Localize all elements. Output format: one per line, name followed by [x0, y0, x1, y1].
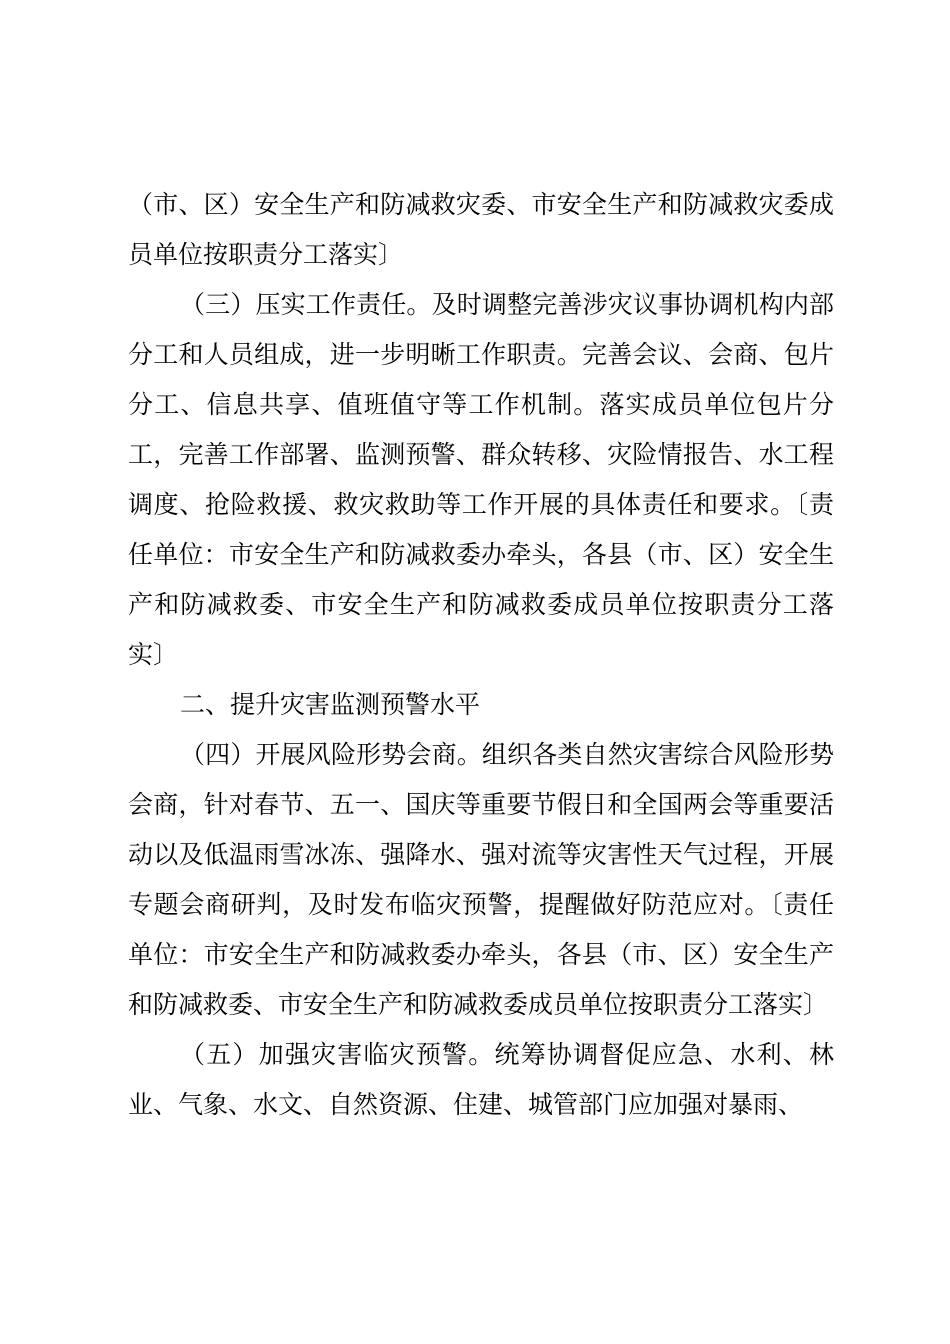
paragraph-section-4: （四）开展风险形势会商。组织各类自然灾害综合风险形势会商，针对春节、五一、国庆等重要节假日和全国两会等重要活动以及低温雨雪冰冻、强降水、强对流等灾害性天气过程，开展专题会商研判，及时发布临灾预警，提醒做好防范应对。〔责任单位：市安全生产和防减救委办牵头，各县（市、区）安全生产和防减救委、市安全生产和防减救委成员单位按职责分工落实〕 [128, 740, 834, 1019]
paragraph-section-5: （五）加强灾害临灾预警。统筹协调督促应急、水利、林业、气象、水文、自然资源、住建、城管部门应加强对暴雨、 [128, 1040, 834, 1119]
section-heading-2: 二、提升灾害监测预警水平 [180, 690, 481, 719]
document-body [128, 180, 834, 1130]
paragraph-continuation: （市、区）安全生产和防减救灾委、市安全生产和防减救灾委成员单位按职责分工落实〕 [128, 190, 834, 269]
paragraph-section-3: （三）压实工作责任。及时调整完善涉灾议事协调机构内部分工和人员组成，进一步明晰工作职责。完善会议、会商、包片分工、信息共享、值班值守等工作机制。落实成员单位包片分工，完善工作部署、监测预警、群众转移、灾险情报告、水工程调度、抢险救援、救灾救助等工作开展的具体责任和要求。〔责任单位：市安全生产和防减救委办牵头，各县（市、区）安全生产和防减救委、市安全生产和防减救委成员单位按职责分工落实〕 [128, 290, 834, 669]
